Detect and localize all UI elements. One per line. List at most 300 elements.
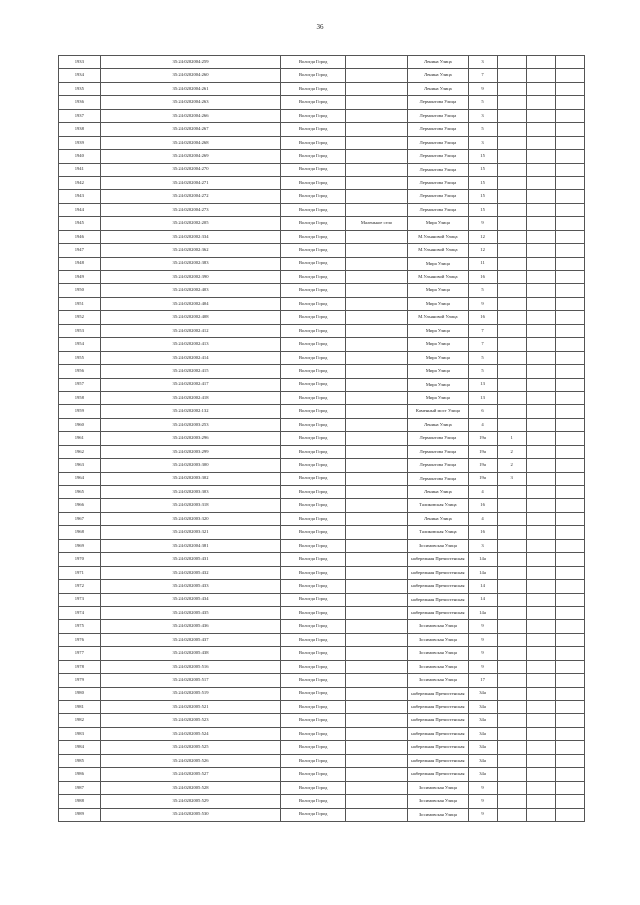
building-cell	[497, 203, 526, 216]
building-cell	[497, 539, 526, 552]
house-number-cell: 14	[468, 593, 497, 606]
street-cell: Мира Улица	[408, 378, 468, 391]
extra-cell-1	[526, 324, 555, 337]
street-cell: М.Ульяновой Улица	[408, 230, 468, 243]
row-number-cell: 1981	[59, 701, 101, 714]
city-cell: Вологда Город	[281, 244, 345, 257]
row-number-cell: 1938	[59, 123, 101, 136]
house-number-cell: 5	[468, 96, 497, 109]
row-number-cell: 1960	[59, 418, 101, 431]
extra-cell-2	[555, 123, 584, 136]
cadastral-number-cell: 35:24:0202003:300	[100, 459, 281, 472]
street-cell: М.Ульяновой Улица	[408, 271, 468, 284]
extra-cell-1	[526, 150, 555, 163]
street-cell: Ленина Улица	[408, 418, 468, 431]
house-number-cell: 7	[468, 324, 497, 337]
building-cell	[497, 378, 526, 391]
cadastral-number-cell: 35:24:0202003:318	[100, 499, 281, 512]
house-number-cell: 34а	[468, 754, 497, 767]
cadastral-number-cell: 35:24:0202004:381	[100, 539, 281, 552]
extra-cell-1	[526, 176, 555, 189]
extra-cell-1	[526, 593, 555, 606]
street-cell: Мира Улица	[408, 257, 468, 270]
cadastral-number-cell: 35:24:0202002:415	[100, 365, 281, 378]
city-cell: Вологда Город	[281, 674, 345, 687]
row-number-cell: 1976	[59, 633, 101, 646]
table-row	[59, 82, 585, 95]
extra-cell-2	[555, 674, 584, 687]
city-cell: Вологда Город	[281, 150, 345, 163]
building-cell	[497, 808, 526, 821]
city-cell: Вологда Город	[281, 459, 345, 472]
row-number-cell: 1982	[59, 714, 101, 727]
settlement-cell	[345, 660, 407, 673]
city-cell: Вологда Город	[281, 768, 345, 781]
page-number: 36	[316, 23, 324, 31]
cadastral-number-cell: 35:24:0202004:267	[100, 123, 281, 136]
row-number-cell: 1948	[59, 257, 101, 270]
table-row	[59, 405, 585, 418]
street-cell: Зосимовская Улица	[408, 674, 468, 687]
house-number-cell: 11	[468, 257, 497, 270]
row-number-cell: 1947	[59, 244, 101, 257]
extra-cell-1	[526, 647, 555, 660]
cadastral-number-cell: 35:24:0202004:261	[100, 82, 281, 95]
house-number-cell: 17	[468, 674, 497, 687]
extra-cell-2	[555, 606, 584, 619]
extra-cell-2	[555, 96, 584, 109]
building-cell	[497, 701, 526, 714]
settlement-cell	[345, 56, 407, 69]
street-cell: набережная Пречистенская	[408, 701, 468, 714]
settlement-cell	[345, 486, 407, 499]
table-row	[59, 56, 585, 69]
city-cell: Вологда Город	[281, 96, 345, 109]
settlement-cell	[345, 499, 407, 512]
table-row	[59, 203, 585, 216]
settlement-cell	[345, 311, 407, 324]
city-cell: Вологда Город	[281, 687, 345, 700]
street-cell: Лермонтова Улица	[408, 459, 468, 472]
building-cell	[497, 714, 526, 727]
row-number-cell: 1942	[59, 176, 101, 189]
house-number-cell: 16	[468, 499, 497, 512]
row-number-cell: 1968	[59, 526, 101, 539]
row-number-cell: 1952	[59, 311, 101, 324]
table-row	[59, 795, 585, 808]
street-cell: набережная Пречистенская	[408, 714, 468, 727]
house-number-cell: 9	[468, 647, 497, 660]
building-cell	[497, 217, 526, 230]
city-cell: Вологда Город	[281, 69, 345, 82]
row-number-cell: 1980	[59, 687, 101, 700]
extra-cell-1	[526, 284, 555, 297]
city-cell: Вологда Город	[281, 808, 345, 821]
row-number-cell: 1935	[59, 82, 101, 95]
extra-cell-1	[526, 660, 555, 673]
street-cell: набережная Пречистенская	[408, 580, 468, 593]
city-cell: Вологда Город	[281, 136, 345, 149]
row-number-cell: 1965	[59, 486, 101, 499]
city-cell: Вологда Город	[281, 378, 345, 391]
house-number-cell: 14а	[468, 566, 497, 579]
table-row	[59, 674, 585, 687]
house-number-cell: 4	[468, 512, 497, 525]
table-row	[59, 109, 585, 122]
city-cell: Вологда Город	[281, 203, 345, 216]
cadastral-number-cell: 35:24:0202004:272	[100, 190, 281, 203]
row-number-cell: 1967	[59, 512, 101, 525]
extra-cell-1	[526, 781, 555, 794]
settlement-cell	[345, 257, 407, 270]
settlement-cell	[345, 781, 407, 794]
building-cell	[497, 297, 526, 310]
cadastral-number-cell: 35:24:0202005:435	[100, 606, 281, 619]
row-number-cell: 1963	[59, 459, 101, 472]
street-cell: Каменный мост Улица	[408, 405, 468, 418]
street-cell: Ленина Улица	[408, 512, 468, 525]
street-cell: набережная Пречистенская	[408, 553, 468, 566]
city-cell: Вологда Город	[281, 217, 345, 230]
extra-cell-1	[526, 163, 555, 176]
building-cell	[497, 687, 526, 700]
cadastral-number-cell: 35:24:0202003:320	[100, 512, 281, 525]
cadastral-number-cell: 35:24:0202003:321	[100, 526, 281, 539]
row-number-cell: 1955	[59, 351, 101, 364]
table-row	[59, 351, 585, 364]
city-cell: Вологда Город	[281, 123, 345, 136]
street-cell: Лермонтова Улица	[408, 136, 468, 149]
house-number-cell: 14а	[468, 606, 497, 619]
settlement-cell	[345, 512, 407, 525]
house-number-cell: 14а	[468, 553, 497, 566]
city-cell: Вологда Город	[281, 553, 345, 566]
extra-cell-2	[555, 365, 584, 378]
street-cell: набережная Пречистенская	[408, 606, 468, 619]
cadastral-number-cell: 35:24:0202002:362	[100, 244, 281, 257]
settlement-cell	[345, 418, 407, 431]
cadastral-number-cell: 35:24:0202004:271	[100, 176, 281, 189]
cadastral-number-cell: 35:24:0202002:408	[100, 311, 281, 324]
house-number-cell: 34а	[468, 741, 497, 754]
extra-cell-1	[526, 580, 555, 593]
cadastral-number-cell: 35:24:0202005:525	[100, 741, 281, 754]
settlement-cell	[345, 271, 407, 284]
street-cell: Лермонтова Улица	[408, 109, 468, 122]
extra-cell-2	[555, 808, 584, 821]
settlement-cell	[345, 553, 407, 566]
city-cell: Вологда Город	[281, 647, 345, 660]
settlement-cell	[345, 338, 407, 351]
building-cell	[497, 190, 526, 203]
table-row	[59, 472, 585, 485]
house-number-cell: 34а	[468, 701, 497, 714]
table-row	[59, 539, 585, 552]
settlement-cell	[345, 445, 407, 458]
table-row	[59, 378, 585, 391]
extra-cell-2	[555, 539, 584, 552]
table-row	[59, 606, 585, 619]
settlement-cell	[345, 405, 407, 418]
table-row	[59, 620, 585, 633]
row-number-cell: 1969	[59, 539, 101, 552]
city-cell: Вологда Город	[281, 176, 345, 189]
building-cell	[497, 781, 526, 794]
city-cell: Вологда Город	[281, 701, 345, 714]
city-cell: Вологда Город	[281, 741, 345, 754]
house-number-cell: 15	[468, 176, 497, 189]
street-cell: набережная Пречистенская	[408, 741, 468, 754]
row-number-cell: 1937	[59, 109, 101, 122]
building-cell	[497, 553, 526, 566]
extra-cell-2	[555, 271, 584, 284]
extra-cell-1	[526, 271, 555, 284]
extra-cell-1	[526, 566, 555, 579]
table-row	[59, 754, 585, 767]
city-cell: Вологда Город	[281, 365, 345, 378]
extra-cell-2	[555, 284, 584, 297]
table-row	[59, 566, 585, 579]
city-cell: Вологда Город	[281, 660, 345, 673]
house-number-cell: 9	[468, 795, 497, 808]
city-cell: Вологда Город	[281, 580, 345, 593]
table-row	[59, 244, 585, 257]
extra-cell-1	[526, 633, 555, 646]
extra-cell-2	[555, 795, 584, 808]
cadastral-number-cell: 35:24:0202005:517	[100, 674, 281, 687]
extra-cell-2	[555, 150, 584, 163]
table-row	[59, 727, 585, 740]
extra-cell-1	[526, 109, 555, 122]
house-number-cell: 19а	[468, 445, 497, 458]
house-number-cell: 3	[468, 136, 497, 149]
city-cell: Вологда Город	[281, 754, 345, 767]
row-number-cell: 1945	[59, 217, 101, 230]
row-number-cell: 1966	[59, 499, 101, 512]
house-number-cell: 9	[468, 660, 497, 673]
table-row	[59, 123, 585, 136]
street-cell: Зосимовская Улица	[408, 539, 468, 552]
building-cell	[497, 620, 526, 633]
extra-cell-2	[555, 82, 584, 95]
cadastral-number-cell: 35:24:0202005:433	[100, 580, 281, 593]
street-cell: Зосимовская Улица	[408, 660, 468, 673]
street-cell: М.Ульяновой Улица	[408, 244, 468, 257]
settlement-cell	[345, 123, 407, 136]
row-number-cell: 1936	[59, 96, 101, 109]
extra-cell-1	[526, 432, 555, 445]
extra-cell-2	[555, 687, 584, 700]
building-cell	[497, 647, 526, 660]
extra-cell-1	[526, 123, 555, 136]
street-cell: Зосимовская Улица	[408, 633, 468, 646]
street-cell: Мира Улица	[408, 284, 468, 297]
settlement-cell	[345, 432, 407, 445]
city-cell: Вологда Город	[281, 297, 345, 310]
cadastral-number-cell: 35:24:0202004:269	[100, 150, 281, 163]
cadastral-number-cell: 35:24:0202002:414	[100, 351, 281, 364]
extra-cell-2	[555, 136, 584, 149]
table-row	[59, 701, 585, 714]
settlement-cell	[345, 297, 407, 310]
table-row	[59, 271, 585, 284]
street-cell: Лермонтова Улица	[408, 176, 468, 189]
settlement-cell	[345, 539, 407, 552]
building-cell	[497, 244, 526, 257]
extra-cell-2	[555, 418, 584, 431]
building-cell	[497, 526, 526, 539]
table-row	[59, 593, 585, 606]
settlement-cell	[345, 620, 407, 633]
settlement-cell	[345, 109, 407, 122]
row-number-cell: 1977	[59, 647, 101, 660]
table-row	[59, 284, 585, 297]
extra-cell-2	[555, 163, 584, 176]
street-cell: Лермонтова Улица	[408, 472, 468, 485]
house-number-cell: 4	[468, 418, 497, 431]
row-number-cell: 1958	[59, 391, 101, 404]
house-number-cell: 3	[468, 109, 497, 122]
table-row	[59, 163, 585, 176]
row-number-cell: 1953	[59, 324, 101, 337]
building-cell	[497, 660, 526, 673]
street-cell: М.Ульяновой Улица	[408, 311, 468, 324]
extra-cell-1	[526, 727, 555, 740]
row-number-cell: 1962	[59, 445, 101, 458]
cadastral-number-cell: 35:24:0202002:205	[100, 217, 281, 230]
extra-cell-1	[526, 203, 555, 216]
city-cell: Вологда Город	[281, 311, 345, 324]
cadastral-number-cell: 35:24:0202002:417	[100, 378, 281, 391]
row-number-cell: 1989	[59, 808, 101, 821]
table-row	[59, 365, 585, 378]
building-cell	[497, 606, 526, 619]
extra-cell-1	[526, 459, 555, 472]
extra-cell-1	[526, 472, 555, 485]
building-cell	[497, 136, 526, 149]
extra-cell-1	[526, 701, 555, 714]
settlement-cell	[345, 808, 407, 821]
building-cell	[497, 82, 526, 95]
cadastral-number-cell: 35:24:0202002:334	[100, 230, 281, 243]
table-row	[59, 647, 585, 660]
building-cell: 1	[497, 432, 526, 445]
extra-cell-1	[526, 365, 555, 378]
building-cell	[497, 754, 526, 767]
extra-cell-2	[555, 190, 584, 203]
house-number-cell: 9	[468, 620, 497, 633]
cadastral-number-cell: 35:24:0202005:434	[100, 593, 281, 606]
row-number-cell: 1954	[59, 338, 101, 351]
settlement-cell	[345, 190, 407, 203]
extra-cell-2	[555, 351, 584, 364]
extra-cell-2	[555, 391, 584, 404]
row-number-cell: 1933	[59, 56, 101, 69]
building-cell	[497, 163, 526, 176]
row-number-cell: 1973	[59, 593, 101, 606]
table-row	[59, 512, 585, 525]
extra-cell-2	[555, 311, 584, 324]
extra-cell-2	[555, 580, 584, 593]
cadastral-number-cell: 35:24:0202002:383	[100, 257, 281, 270]
building-cell	[497, 795, 526, 808]
settlement-cell	[345, 324, 407, 337]
extra-cell-2	[555, 69, 584, 82]
extra-cell-2	[555, 768, 584, 781]
building-cell	[497, 768, 526, 781]
cadastral-number-cell: 35:24:0202005:524	[100, 727, 281, 740]
building-cell	[497, 338, 526, 351]
house-number-cell: 12	[468, 244, 497, 257]
row-number-cell: 1957	[59, 378, 101, 391]
house-number-cell: 9	[468, 781, 497, 794]
settlement-cell	[345, 459, 407, 472]
house-number-cell: 19а	[468, 432, 497, 445]
row-number-cell: 1972	[59, 580, 101, 593]
extra-cell-1	[526, 539, 555, 552]
extra-cell-2	[555, 459, 584, 472]
extra-cell-1	[526, 486, 555, 499]
settlement-cell	[345, 150, 407, 163]
extra-cell-1	[526, 244, 555, 257]
house-number-cell: 5	[468, 123, 497, 136]
street-cell: Лермонтова Улица	[408, 123, 468, 136]
building-cell	[497, 257, 526, 270]
table-row	[59, 499, 585, 512]
extra-cell-2	[555, 109, 584, 122]
table-row	[59, 660, 585, 673]
building-cell	[497, 499, 526, 512]
row-number-cell: 1988	[59, 795, 101, 808]
settlement-cell	[345, 580, 407, 593]
row-number-cell: 1949	[59, 271, 101, 284]
building-cell	[497, 230, 526, 243]
house-number-cell: 7	[468, 69, 497, 82]
house-number-cell: 9	[468, 633, 497, 646]
building-cell	[497, 56, 526, 69]
row-number-cell: 1985	[59, 754, 101, 767]
city-cell: Вологда Город	[281, 539, 345, 552]
row-number-cell: 1979	[59, 674, 101, 687]
settlement-cell	[345, 687, 407, 700]
city-cell: Вологда Город	[281, 109, 345, 122]
table-row	[59, 190, 585, 203]
extra-cell-2	[555, 432, 584, 445]
extra-cell-2	[555, 727, 584, 740]
cadastral-number-cell: 35:24:0202003:253	[100, 418, 281, 431]
extra-cell-1	[526, 795, 555, 808]
settlement-cell	[345, 244, 407, 257]
house-number-cell: 3	[468, 56, 497, 69]
row-number-cell: 1964	[59, 472, 101, 485]
extra-cell-1	[526, 754, 555, 767]
building-cell	[497, 351, 526, 364]
row-number-cell: 1943	[59, 190, 101, 203]
row-number-cell: 1986	[59, 768, 101, 781]
building-cell	[497, 486, 526, 499]
street-cell: Лермонтова Улица	[408, 203, 468, 216]
city-cell: Вологда Город	[281, 405, 345, 418]
extra-cell-1	[526, 768, 555, 781]
row-number-cell: 1961	[59, 432, 101, 445]
house-number-cell: 5	[468, 351, 497, 364]
city-cell: Вологда Город	[281, 391, 345, 404]
house-number-cell: 34а	[468, 687, 497, 700]
extra-cell-2	[555, 526, 584, 539]
extra-cell-2	[555, 593, 584, 606]
extra-cell-1	[526, 674, 555, 687]
extra-cell-1	[526, 391, 555, 404]
